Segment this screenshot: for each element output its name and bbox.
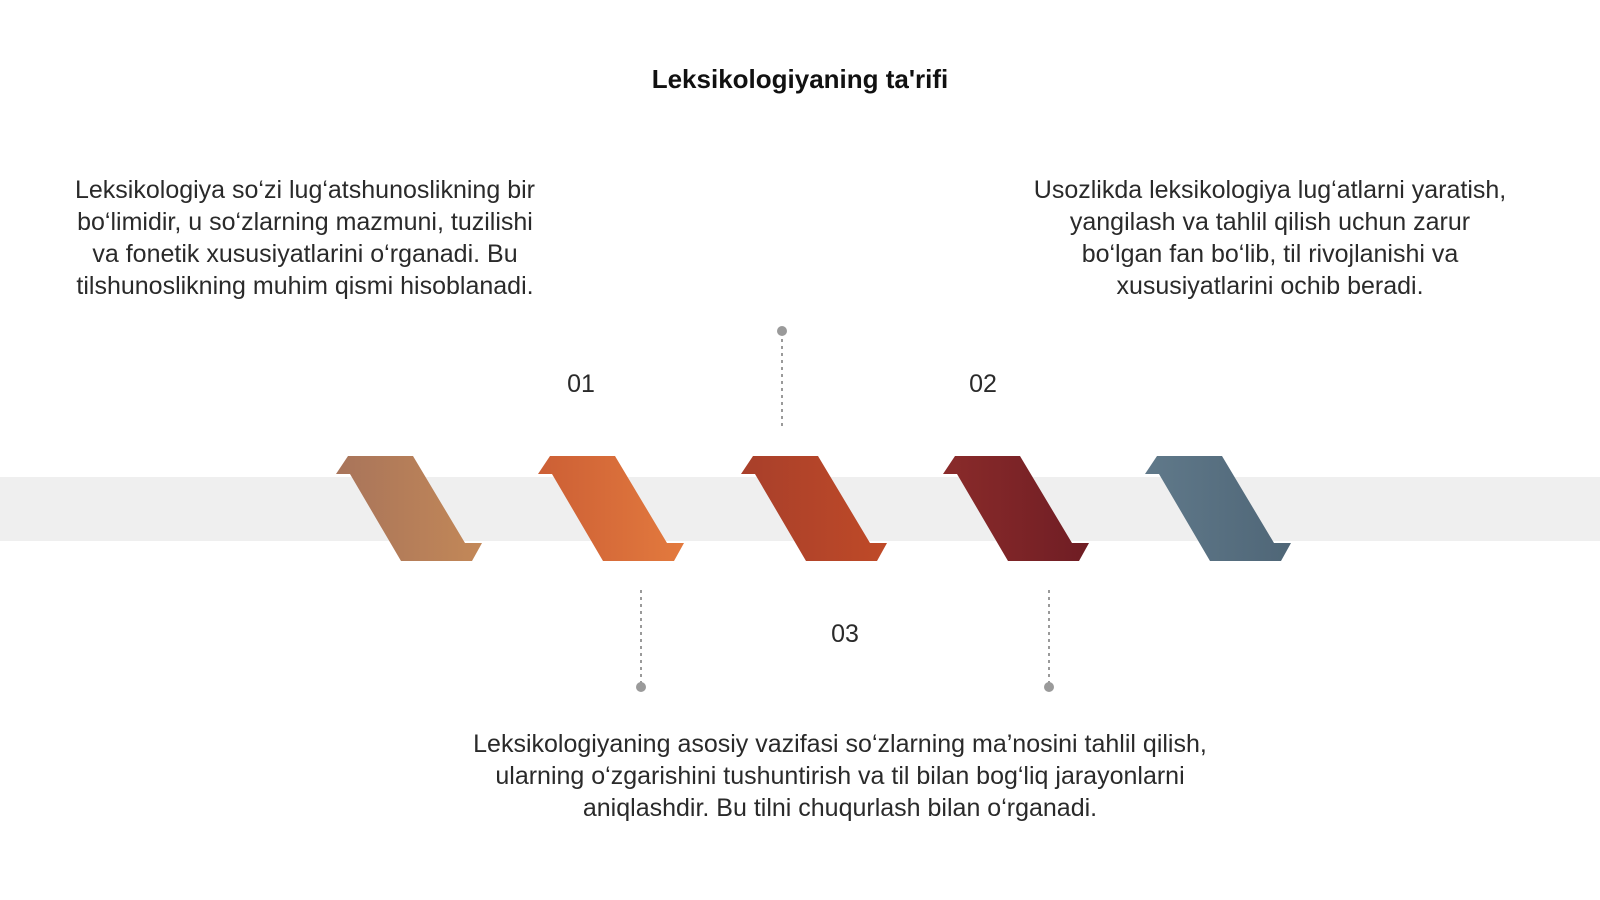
slide-title: Leksikologiyaning ta'rifi <box>651 64 949 94</box>
connector-2 <box>636 590 646 692</box>
step-3-number: 03 <box>831 620 859 648</box>
step-2-number: 02 <box>969 370 997 398</box>
connector-3 <box>1044 590 1054 692</box>
step-1-number: 01 <box>567 370 595 398</box>
step-3-text: Leksikologiyaning asosiy vazifasi so‘zlarning ma’nosini tahlil qilish, ularning o‘zgarishini tushuntirish va til bilan bog‘liq jarayonlarni aniqlashdir. Bu tilni chuqurlash bilan o‘rganadi. <box>473 730 1207 822</box>
step-2-text: Usozlikda leksikologiya lug‘atlarni yaratish, yangilash va tahlil qilish uchun zarur bo‘lgan fan bo‘lib, til rivojlanishi va xususiyatlarini ochib beradi. <box>1033 176 1507 300</box>
connector-1 <box>777 326 787 430</box>
step-1-text: Leksikologiya so‘zi lug‘atshunoslikning bir bo‘limidir, u so‘zlarning mazmuni, tuzilishi va fonetik xususiyatlarini o‘rganadi. Bu tilshunoslikning muhim qismi hisoblanadi. <box>75 176 535 300</box>
